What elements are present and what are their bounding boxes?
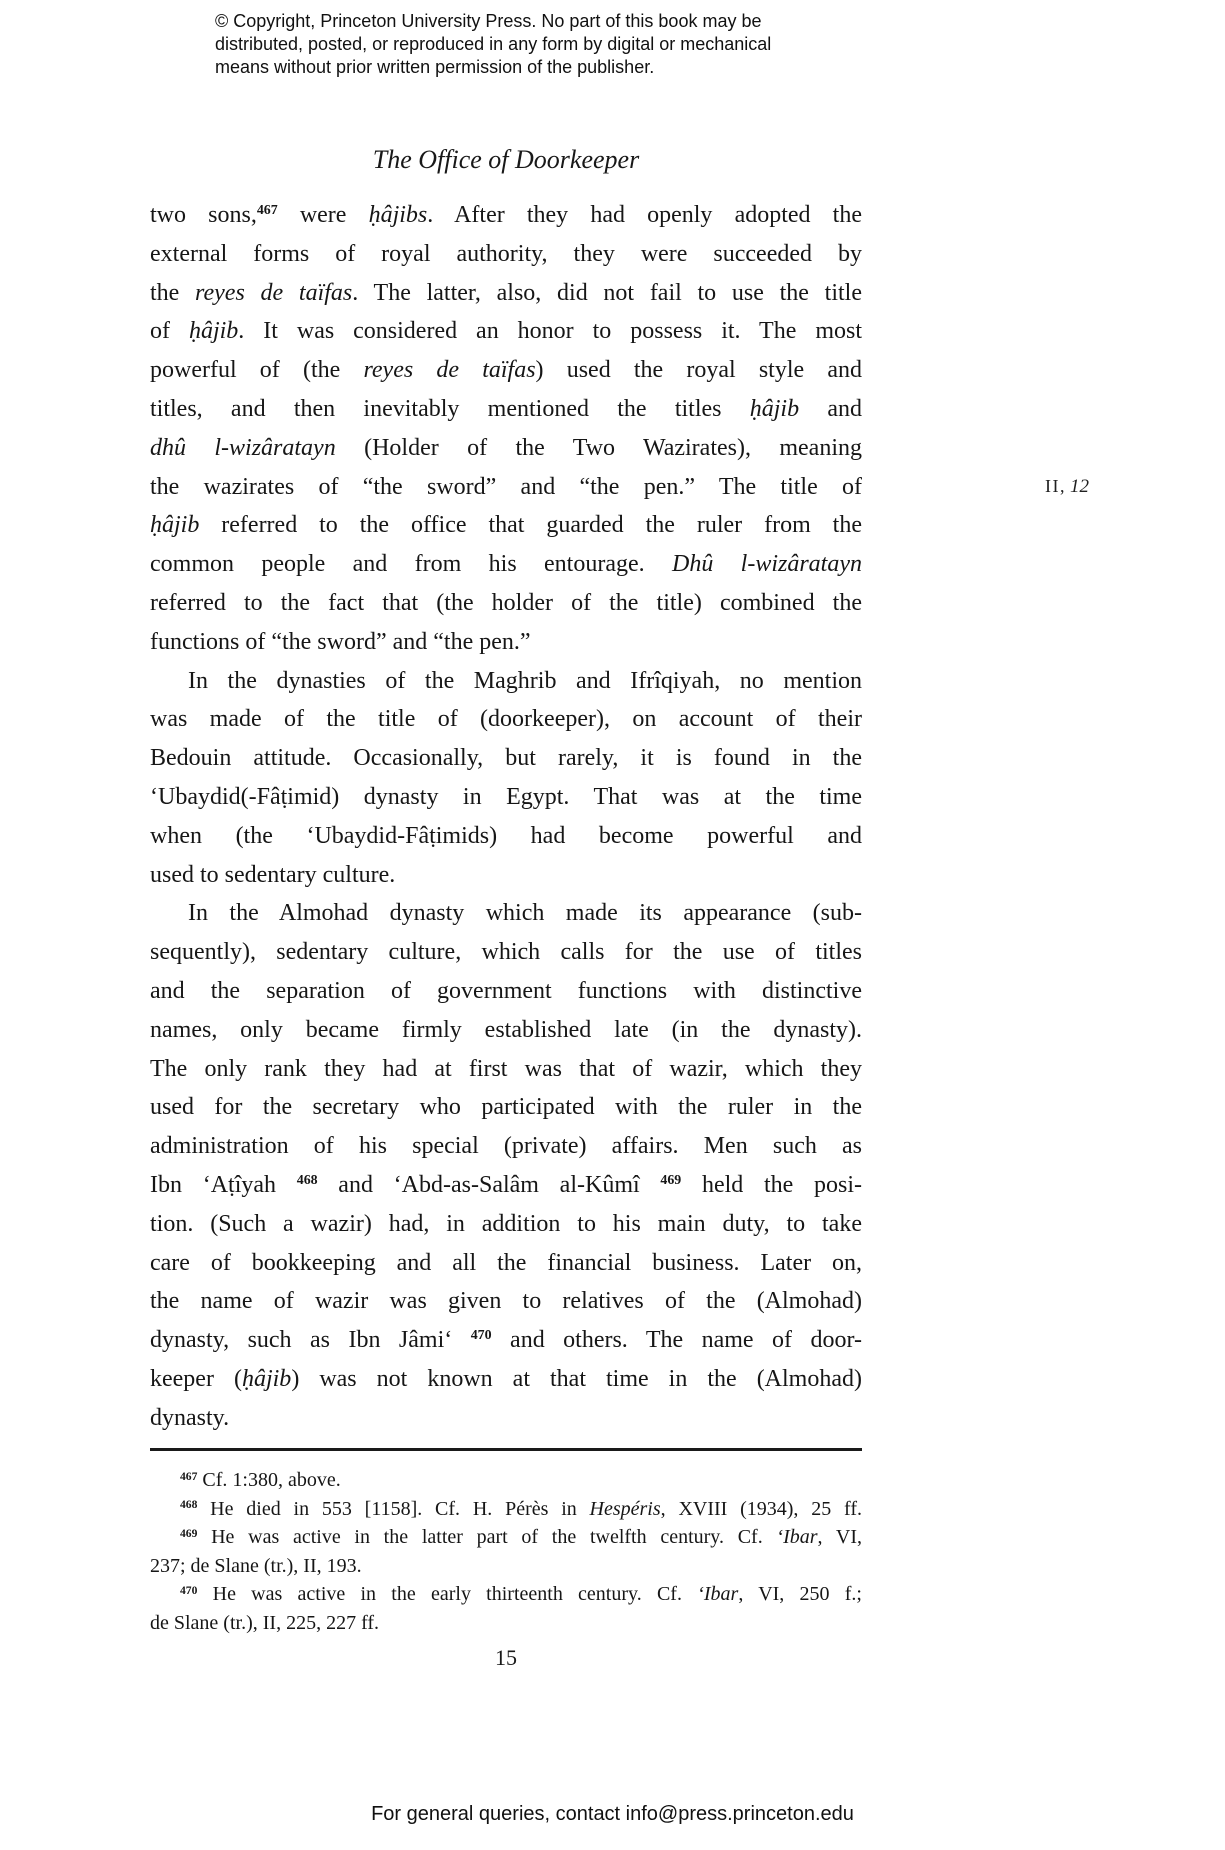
text-line: dhû l-wizâratayn (Holder of the Two Wazirates), meaning <box>150 434 862 461</box>
text-line: Bedouin attitude. Occasionally, but rarely, it is found in the <box>150 745 862 772</box>
text-line: Ibn ‘Aṭîyah $^{468}$ and ‘Abd-as-Salâm al-Kûmî $^{469}$ held the posi- <box>150 1171 862 1198</box>
text-line: In the Almohad dynasty which made its appearance (sub- <box>188 900 862 927</box>
text-line: functions of “the sword” and “the pen.” <box>150 628 531 655</box>
text-line: $^{468}$ He died in 553 [1158]. Cf. H. Pérès in Hespéris, XVIII (1934), 25 ff. <box>180 1497 862 1520</box>
text-line: administration of his special (private) affairs. Men such as <box>150 1133 862 1160</box>
text-line: the reyes de taïfas. The latter, also, did not fail to use the title <box>150 279 862 306</box>
text-line: $^{470}$ He was active in the early thirteenth century. Cf. ‘Ibar, VI, 250 f.; <box>180 1583 862 1606</box>
text-line: ‘Ubaydid(-Fâṭimid) dynasty in Egypt. That was at the time <box>150 783 862 810</box>
text-line: external forms of royal authority, they were succeeded by <box>150 240 862 267</box>
copyright-notice <box>215 10 771 79</box>
text-line: names, only became firmly established late (in the dynasty). <box>150 1016 862 1043</box>
text-line: the wazirates of “the sword” and “the pen.” The title of <box>150 473 862 500</box>
footnotes <box>150 1466 862 1638</box>
text-line: used for the secretary who participated with the ruler in the <box>150 1094 862 1121</box>
text-line: de Slane (tr.), II, 225, 227 ff. <box>150 1611 380 1634</box>
text-line: sequently), sedentary culture, which calls for the use of titles <box>150 939 862 966</box>
text-line: referred to the fact that (the holder of the title) combined the <box>150 589 862 616</box>
text-line: used to sedentary culture. <box>150 861 396 888</box>
text-line: common people and from his entourage. Dhû l-wizâratayn <box>150 551 862 578</box>
body-text <box>150 196 862 1438</box>
text-line: titles, and then inevitably mentioned the titles ḥâjib and <box>150 395 862 422</box>
text-line: ḥâjib referred to the office that guarded the ruler from the <box>150 512 862 539</box>
footnote-separator <box>150 1448 862 1451</box>
text-line: two sons,$^{467}$ were ḥâjibs. After they had openly adopted the <box>150 202 862 228</box>
text-line: $^{469}$ He was active in the latter part of the twelfth century. Cf. ‘Ibar, VI, <box>180 1526 862 1549</box>
text-line: In the dynasties of the Maghrib and Ifrîqiyah, no mention <box>188 667 862 694</box>
page-number: 15 <box>495 1645 517 1670</box>
footer-contact: For general queries, contact info@press.princeton.edu <box>371 1803 854 1825</box>
margin-note <box>1045 467 1089 508</box>
copyright-line: distributed, posted, or reproduced in any form by digital or mechanical <box>215 34 772 54</box>
text-line: 237; de Slane (tr.), II, 193. <box>150 1554 362 1577</box>
copyright-line: means without prior written permission of the publisher. <box>215 57 655 77</box>
text-line: The only rank they had at first was that of wazir, which they <box>150 1055 862 1082</box>
text-line: of ḥâjib. It was considered an honor to possess it. The most <box>150 318 862 345</box>
margin-note-page: 12 <box>1070 476 1089 497</box>
text-line: and the separation of government functions with distinctive <box>150 977 862 1004</box>
text-line: $^{467}$ Cf. 1:380, above. <box>180 1469 341 1491</box>
text-line: keeper (ḥâjib) was not known at that time in the (Almohad) <box>150 1365 862 1392</box>
margin-note-volume: II, <box>1045 476 1066 496</box>
text-line: the name of wazir was given to relatives of the (Almohad) <box>150 1288 862 1315</box>
text-line: dynasty, such as Ibn Jâmi‘ $^{470}$ and others. The name of door- <box>150 1327 862 1354</box>
text-line: powerful of (the reyes de taïfas) used the royal style and <box>150 357 862 384</box>
text-line: was made of the title of (doorkeeper), on account of their <box>150 706 862 733</box>
running-head: The Office of Doorkeeper <box>372 145 640 174</box>
copyright-line: © Copyright, Princeton University Press. No part of this book may be <box>215 11 762 31</box>
text-line: tion. (Such a wazir) had, in addition to his main duty, to take <box>150 1210 862 1237</box>
text-line: care of bookkeeping and all the financial business. Later on, <box>150 1249 862 1276</box>
text-line: when (the ‘Ubaydid-Fâṭimids) had become powerful and <box>150 822 862 849</box>
text-line: dynasty. <box>150 1404 230 1431</box>
